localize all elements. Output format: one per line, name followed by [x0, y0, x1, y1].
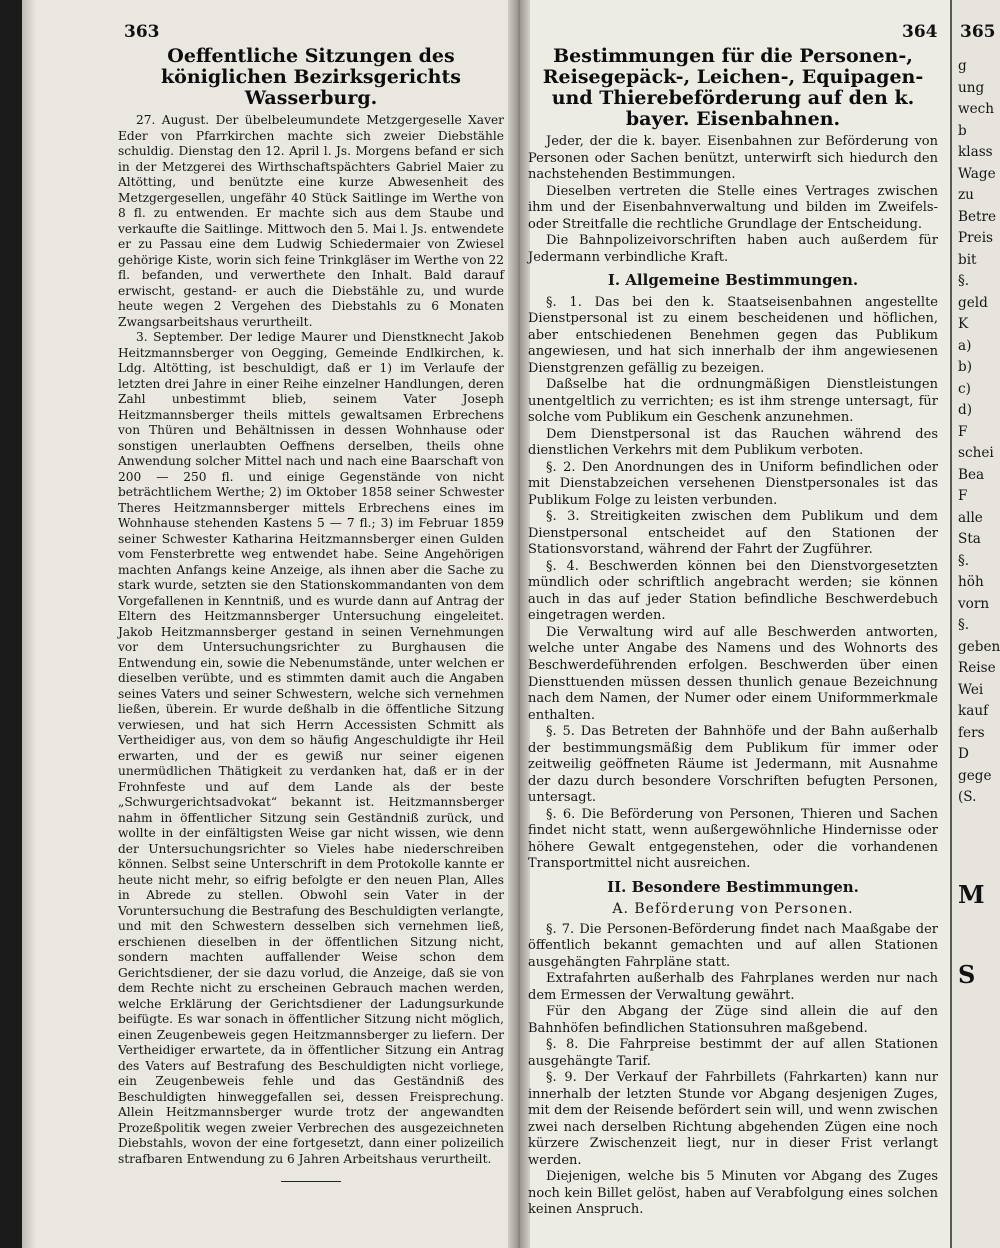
next-page-text-fragment: wech [958, 101, 995, 117]
paragraph: Diejenigen, welche bis 5 Minuten vor Abgang des Zuges noch kein Billet gelöst, haben auf Verabfolgung eines solchen keinen Anspruch. [528, 1169, 938, 1218]
next-page-text-fragment: §. [958, 617, 970, 633]
paragraph: Dieselben vertreten die Stelle eines Vertrages zwischen ihm und der Eisenbahnverwaltung und bilden im Zweifels- oder Streitfalle die rechtliche Grundlage der Entscheidung. [528, 183, 938, 232]
next-page-text-fragment: §. [958, 273, 970, 289]
next-page-text-fragment: a) [958, 337, 972, 354]
paragraph: §. 6. Die Beförderung von Personen, Thieren und Sachen findet nicht statt, wenn außergewöhnliche Hindernisse oder höhere Gewalt entgegenstehen, oder die vorhandenen Transportmittel nicht ausreichen. [528, 806, 938, 872]
next-page-heading-letter: M [958, 880, 985, 909]
next-page-text-fragment: b) [958, 359, 973, 375]
next-page-text-fragment: §. [958, 552, 970, 569]
next-page-text-fragment: Wage [958, 165, 996, 182]
paragraph: §. 4. Beschwerden können bei den Dienstvorgesetzten mündlich oder schriftlich angebracht werden; sie können auch in das auf jeder Station befindliche Beschwerdebuch eingetragen werden. [528, 558, 938, 624]
section-general-title: I. Allgemeine Bestimmungen. [607, 271, 859, 290]
left-article [118, 46, 504, 1182]
right-page-number: 364 [902, 22, 938, 42]
next-page-text-fragment: c) [958, 380, 971, 397]
paragraph: §. 7. Die Personen-Beförderung findet nach Maaßgabe der öffentlich bekannt gemachten und auf allen Stationen ausgehängten Fahrpläne statt. [528, 921, 938, 970]
left-page-number: 363 [124, 22, 160, 42]
next-page-text-fragment: fers [958, 724, 985, 741]
next-page-text-fragment: alle [958, 509, 983, 526]
paragraph: 27. August. Der übelbeleumundete Metzgergeselle Xaver Eder von Pfarrkirchen machte sich zweier Diebstähle schuldig. Dienstag den 12. April l. Js. Morgens befand er sich in der Metzgerei des Wirthschaftspächters Gabriel Maier zu Altötting, und benützte eine kurze Abwesenheit des Metzgergesellen, ungefähr 40 Stück Saitlinge im Werthe von 8 fl. zu entwenden. Er machte sich aus dem Staube und verkaufte die Saitlinge. Mittwoch den 5. Mai l. Js. entwendete er zu Passau eine dem Ludwig Schiedermaier von Zwiesel gehörige Kiste, worin sich feine Trinkgläser im Werthe von 22 fl. befanden, und verwerthete den Inhalt. Bald darauf erwischt, gestand- er auch die Diebstähle zu, und wurde heute wegen 2 Vergehen des Diebstahls zu 6 Monaten Zwangsarbeitshaus verurtheilt. [118, 113, 504, 329]
next-page-text-fragment: schei [958, 445, 994, 461]
next-page-text-fragment: F [958, 423, 968, 440]
next-page-text-fragment: Bea [958, 466, 985, 483]
left-article-title: Oeffentliche Sitzungen des königlichen Bezirksgerichts Wasserburg. [161, 45, 461, 109]
next-page-text-fragment: Wei [958, 681, 984, 698]
next-page-text-fragment: g [958, 58, 967, 74]
next-page-text-fragment: (S. [958, 789, 977, 805]
paragraph: Extrafahrten außerhalb des Fahrplanes werden nur nach dem Ermessen der Verwaltung gewährt. [528, 971, 938, 1003]
left-article-body [118, 113, 504, 1167]
binding-edge [22, 0, 36, 1248]
next-page-text-fragment: gege [958, 767, 992, 784]
next-page-number: 365 [960, 22, 996, 42]
right-article-title: Bestimmungen für die Personen-, Reisegepäck-, Leichen-, Equipagen- und Thierebeförderung auf den k. bayer. Eisenbahnen. [542, 45, 924, 130]
paragraph: Für den Abgang der Züge sind allein die auf den Bahnhöfen befindlichen Stationsuhren maßgebend. [528, 1004, 938, 1036]
paragraph: Jeder, der die k. bayer. Eisenbahnen zur Beförderung von Personen oder Sachen benützt, unterwirft sich hiedurch den nachstehenden Bestimmungen. [528, 134, 938, 183]
next-page-text-fragment: Reise [958, 660, 996, 676]
next-page-text-fragment: d) [958, 402, 973, 418]
next-page-text-fragment: kauf [958, 703, 989, 719]
paragraph: §. 2. Den Anordnungen des in Uniform befindlichen oder mit Dienstabzeichen versehenen Dienstpersonales ist das Publikum Folge zu leisten verbunden. [528, 459, 938, 508]
next-page-text-fragment: ung [958, 79, 985, 96]
next-page-text-fragment: K [958, 316, 969, 332]
paragraph: §. 8. Die Fahrpreise bestimmt der auf allen Stationen ausgehängte Tarif. [528, 1037, 938, 1069]
section-rule [281, 1181, 341, 1182]
paragraph: 3. September. Der ledige Maurer und Dienstknecht Jakob Heitzmannsberger von Oegging, Gemeinde Endlkirchen, k. Ldg. Altötting, ist beschuldigt, daß er 1) im Verlaufe der letzten drei Jahre in einer Reihe einzelner Handlungen, deren Zahl unbestimmt blieb, seinem Vater Joseph Heitzmannsberger theils mittels gewaltsamen Erbrechens von Thüren und Behältnissen in dessen Wohnhause oder sonstigen unerlaubten Oeffnens derselben, theils ohne Anwendung solcher Mittel nach und nach eine Baarschaft von 200 — 250 fl. und einige Gegenstände von nicht beträchtlichem Werthe; 2) im Oktober 1858 seiner Schwester Theres Heitzmannsberger mittels Erbrechens eines im Wohnhause stehenden Kastens 5 — 7 fl.; 3) im Februar 1859 seiner Schwester Katharina Heitzmannsberger einen Gulden vom Fensterbrette weg entwendet habe. Seine Angehörigen machten Anfangs keine Anzeige, als ihnen aber die Sache zu stark wurde, setzten sie den Stationskommandanten von dem Vorgefallenen in Kenntniß, und es wurde dann auf Antrag der Eltern des Heitzmannsberger Untersuchung eingeleitet. Jakob Heitzmannsberger gestand in seinen Vernehmungen vor dem Untersuchungsrichter zu Burghausen die Entwendung ein, sowie die Nebenumstände, unter welchen er dieselben verübte, und es stimmten damit auch die Angaben seines Vaters und seiner Schwestern, welche sich vernehmen ließen, überein. Er wurde deßhalb in die öffentliche Sitzung verwiesen, und hat sich Herrn Accessisten Schmitt als Vertheidiger aus, von dem so häufig Angeschuldigte ihr Heil erwarten, und der es gewiß nur seiner eigenen unermüdlichen Thätigkeit zu verdanken hat, daß er in der Frohnfeste und auf dem Lande als der beste „Schwurgerichtsadvokat“ bekannt ist. Heitzmannsberger nahm in öffentlicher Sitzung sein Geständniß zurück, und wollte in der einfältigsten Weise gar nicht wissen, wie denn der Untersuchungsrichter so Vieles habe niederschreiben können. Selbst seine Unterschrift in dem Protokolle kannte er heute nicht mehr, so eifrig befolgte er den neuen Plan, Alles in Abrede zu stellen. Obwohl sein Vater in der Voruntersuchung die Bestrafung des Beschuldigten verlangte, und mit den Schwestern desselben sich vernehmen ließ, erschienen dieselben in der öffentlichen Sitzung nicht, sondern machten auffallender Weise schon dem Gerichtsdiener, der sie dazu vorlud, die Anzeige, daß sie von dem Rechte nicht zu erscheinen Gebrauch machen werden, welche Erklärung der Gerichtsdiener der Ladungsurkunde beifügte. Es war sonach in öffentlicher Sitzung nicht möglich, einen Zeugenbeweis gegen Heitzmannsberger zu liefern. Der Vertheidiger erwartete, da in öffentlicher Sitzung ein Antrag des Vaters auf Bestrafung des Beschuldigten nicht vorliege, ein Zeugenbeweis fehle und das Geständniß des Beschuldigten hinweggefallen sei, dessen Freisprechung. Allein Heitzmannsberger wurde trotz der angewandten Prozeßpolitik wegen zweier Verbrechen des ausgezeichneten Diebstahls, wovon der eine fortgesetzt, dann einer polizeilich strafbaren Entwendung zu 6 Jahren Arbeitshaus verurtheilt. [118, 330, 504, 1166]
right-article [528, 46, 938, 1219]
paragraph: Daßselbe hat die ordnungmäßigen Dienstleistungen unentgeltlich zu verrichten; es ist ihm strenge untersagt, für solche vom Publikum ein Geschenk anzunehmen. [528, 377, 938, 426]
next-page-text-fragment: D [958, 746, 969, 762]
next-page-text-fragment: höh [958, 574, 984, 590]
next-page-text-fragment: Betre [958, 208, 997, 225]
right-article-intro [528, 134, 938, 266]
paragraph: §. 9. Der Verkauf der Fahrbillets (Fahrkarten) kann nur innerhalb der letzten Stunde vor Abgang desjenigen Zuges, mit dem der Reisende befördert sein will, und wenn zwischen zwei nach derselben Richtung abgehenden Zügen eine noch kürzere Zwischenzeit liegt, nur in dieser Frist verlangt werden. [528, 1070, 938, 1168]
next-page-text-fragment: klass [958, 144, 993, 160]
next-page-text-fragment: Sta [958, 531, 981, 547]
section-special-title: II. Besondere Bestimmungen. [607, 877, 859, 896]
paragraph: §. 5. Das Betreten der Bahnhöfe und der Bahn außerhalb der bestimmungsmäßig dem Publikum für immer oder zeitweilig geöffneten Räume ist Jedermann, mit Ausnahme der dazu durch besondere Vorschriften befugten Personen, untersagt. [528, 724, 938, 806]
next-page-text-fragment: bit [958, 251, 977, 268]
paragraph: §. 3. Streitigkeiten zwischen dem Publikum und dem Dienstpersonal entscheidet auf den Stationen der Stationsvorstand, während der Fahrt der Zugführer. [528, 509, 938, 558]
next-page-text-fragment: vorn [958, 595, 990, 612]
next-page-text-fragment: F [958, 488, 968, 504]
paragraph: §. 1. Das bei den k. Staatseisenbahnen angestellte Dienstpersonal ist zu einem bescheidenen und höflichen, aber entschiedenen Benehmen gegen das Publikum angewiesen, und hat sich innerhalb der ihm angewiesenen Dienstgrenzen gefällig zu bezeigen. [528, 294, 938, 376]
book-gutter [508, 0, 530, 1248]
next-page-text-fragment: geben [958, 638, 1000, 655]
next-page-text-fragment: b [958, 122, 967, 139]
next-page-text-fragment: Preis [958, 230, 994, 246]
paragraph: Die Bahnpolizeivorschriften haben auch außerdem für Jedermann verbindliche Kraft. [528, 233, 938, 265]
next-page-text-fragment: zu [958, 187, 974, 203]
paragraph: Dem Dienstpersonal ist das Rauchen während des dienstlichen Verkehrs mit dem Publikum verboten. [528, 426, 938, 459]
section-general-body [528, 295, 938, 873]
paragraph: Die Verwaltung wird auf alle Beschwerden antworten, welche unter Angabe des Namens und des Wohnorts des Beschwerdeführenden erfolgen. Beschwerden über einen Diensttuenden müssen dessen thunlich genaue Bezeichnung nach dem Namen, der Numer oder einem Uniformmerkmale enthalten. [528, 624, 938, 723]
subsection-persons-title: A. Beförderung von Personen. [612, 901, 854, 918]
next-page-heading-letter: S [958, 960, 976, 989]
section-special-body [528, 922, 938, 1219]
next-page-text-fragment: geld [958, 294, 988, 311]
